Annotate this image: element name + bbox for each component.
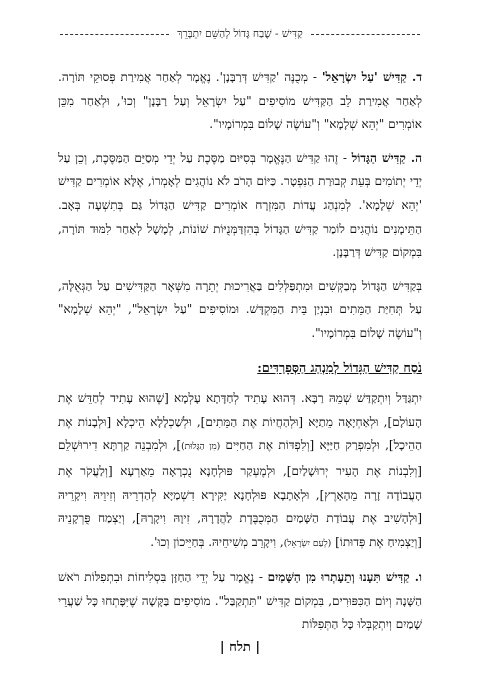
running-header-title: קַדִּישׁ - שֶׁבַח גָּדוֹל לְהַשֵּׁם יִתְבָּרֵךְ: [177, 28, 303, 40]
nusach-part-3: , וִיקָרֵב מְשִׁיחֵיהּ. בְּחַיֵּיכוֹן וְכוּ'.: [150, 534, 284, 549]
main-text: [58, 66, 422, 647]
kaddish-gadol-paragraph: בְּקַדִּישׁ הַגָּדוֹל מְבַקְּשִׁים וּמִתְפַּלְּלִים בַּאֲרִיכוּת יְתֵרָה מִשְּׁאָר הַקַּדִּישִׁים עַל הַגְּאֻלָּה, עַל תְּחִיַּת הַמֵּתִים וּבִנְיַן בֵּית הַמִּקְדָּשׁ. וּמוֹסִיפִים "עַל יִשְׂרָאֵל", "יְהֵא שְׁלָמָא" וְ"עוֹשֶׂה שָׁלוֹם בִּמְרוֹמָיו".: [58, 278, 422, 340]
section-v-body: - נֶאֱמָר עַל יְדֵי הַחַזָּן בִּסְלִיחוֹת וּבִתְפִלּוֹת רֹאשׁ הַשָּׁנָה וְיוֹם הַכִּפּוּרִים, בִּמְקוֹם קַדִּישׁ "תִּתְקַבַּל". מוֹסִיפִים בַּקָּשָׁה שֶׁיִּפָּתְחוּ כָּל שַׁעֲרֵי שָׁמַיִם וְיִתְקַבְּלוּ כָּל הַתְּפִלּוֹת: [58, 570, 422, 632]
section-h: [58, 147, 422, 265]
section-d-body: - מְכֻנֶּה 'קַדִּישׁ דְּרַבָּנָן'. נֶאֱמָר לְאַחַר אֲמִירַת פְּסוּקֵי תּוֹרָה. לְאַחַר אֲמִירַת לֵב הַקַּדִּישׁ מוֹסִיפִים "עַל יִשְׂרָאֵל וְעַל רַבָּנָן" וְכוּ', וּלְאַחַר מִכֵּן אוֹמְרִים "יְהֵא שְׁלָמָא" וְ"עוֹשֶׂה שָׁלוֹם בִּמְרוֹמָיו".: [58, 70, 422, 132]
nusach-heading: נֹסַח קַדִּישׁ הַגָּדוֹל לְמִנְהַג הַסְּפָרַדִּים:: [257, 359, 422, 375]
nusach-part-2: ], וּלְמִבְנֵה קַרְתָּא דִירוּשְׁלֵם [וְלִבְנוֹת אֶת הָעִיר יְרוּשָׁלַיִם], וּלְמֶעְקַר פּוּלְחָנָא נֻכְרָאָה מֵאַרְעָא [וְלַעֲקֹר אֶת הָעֲבוֹדָה זָרָה מֵהָאָרֶץ], וּלְאָתָבָא פּוּלְחָנָא יַקִּירָא דִשְׁמַיָּא לְהַדְרֵיהּ וְזִיוֵיהּ וִיקָרֵיהּ [וּלְהָשִׁיב אֶת עֲבוֹדַת הַשָּׁמַיִם הַמְּכֻבֶּדֶת לַהֲדָרָהּ, זִיוָהּ וִיקָרָהּ], וְיַצְמַח פֻּרְקָנֵיהּ [וְיַצְמִיחַ אֶת פְּדוּתוֹ]: [58, 438, 422, 549]
header-rule-left: [60, 34, 169, 35]
section-v-heading: ו. קַדִּישׁ תִּעָנוּ וְתֵעָתְרוּ מִן הַשָּׁמַיִם: [267, 570, 422, 585]
page-number: | תלח |: [219, 640, 261, 655]
section-d: [58, 66, 422, 137]
nusach-note-exile: (מִן הַגָּלוּת): [181, 442, 221, 453]
section-d-heading: ד. קַדִּישׁ 'עַל יִשְׂרָאֵל': [321, 70, 422, 84]
running-header: [60, 28, 420, 40]
section-v: [58, 566, 422, 637]
section-h-heading: ה. קַדִּישׁ הַגָּדוֹל: [351, 150, 422, 165]
nusach-part-1: יִתְגַּדַּל וְיִתְקַדַּשׁ שְׁמֵהּ רַבָּא. דְּהוּא עָתִיד לְחַדָּתָא עָלְמָא [שֶׁהוּא עָתִיד לְחַדֵּשׁ אֶת הָעוֹלָם], וּלְאַחְיָאָה מֵתַיָּא [וּלְהַחֲיוֹת אֶת הַמֵּתִים], וּלְשַׁכְלָלָא הֵיכְלָא [וּלְבָנוֹת אֶת הַהֵיכָל], וּלְמִפְרַק חַיַּיָּא [וְלִפְדּוֹת אֶת הַחַיִּים: [58, 391, 422, 453]
nusach-text: [58, 387, 422, 556]
nusach-note-israel: (לְעַם יִשְׂרָאֵל): [283, 538, 332, 549]
section-h-body: - זֶהוּ קַדִּישׁ הַנֶּאֱמָר בְּסִיּוּם מַסֶּכֶת עַל יְדֵי מְסַיֵּם הַמַּסֶּכֶת, וְכֵן עַל יְדֵי יְתוֹמִים בְּעֵת קְבוּרַת הַנִּפְטָר. כַּיּוֹם הָרֹב לֹא נוֹהֲגִים לְאָמְרוֹ, אֶלָּא אוֹמְרִים קַדִּישׁ 'יְהֵא שְׁלָמָא'. לְמִנְהַג עֲדוֹת הַמִּזְרָח אוֹמְרִים קַדִּישׁ הַגָּדוֹל גַּם בְּתִשְׁעָה בְּאָב. הַתֵּימָנִים נוֹהֲגִים לוֹמַר קַדִּישׁ הַגָּדוֹל בְּהִזְדַּמְּנֻיּוֹת שׁוֹנוֹת, לְמָשָׁל לְאַחַר לִמּוּד תּוֹרָה, בִּמְקוֹם קַדִּישׁ דְּרַבָּנָן.: [58, 150, 422, 260]
header-rule-right: [311, 34, 420, 35]
